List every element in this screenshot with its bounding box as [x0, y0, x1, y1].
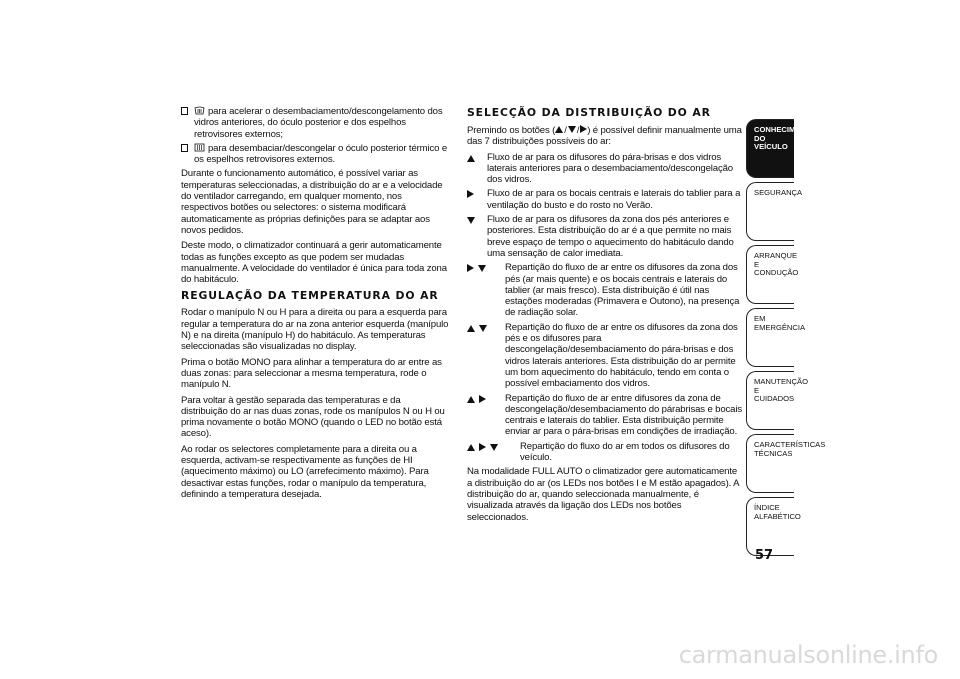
- tab-label: CONHECIMENTO DO VEÍCULO: [754, 125, 817, 152]
- arrow-right-icon: [467, 190, 474, 198]
- distribution-item: [467, 262, 742, 318]
- distribution-item: [467, 152, 742, 186]
- windscreen-defrost-icon: [194, 106, 205, 115]
- distribution-symbols: [467, 442, 502, 451]
- intro-text: Premindo os botões (: [467, 125, 556, 136]
- bullet-text: para acelerar o desembaciamento/descongelamento dos vidros anteriores, do óculo posterior e dos espelhos retrovisores externos;: [194, 106, 443, 140]
- distribution-text: Repartição do fluxo de ar entre os difusores da zona dos pés (ar mais quente) e os bocais centrais e laterais do tablier (ar mais fresco). Esta distribuição é útil nas estações moderadas (Primavera e Outono), na presença de radiação solar.: [505, 262, 740, 319]
- paragraph: Deste modo, o climatizador continuará a gerir automaticamente todas as funções excepto as que podem ser mudadas manualmente. A velocidade do ventilador é única para toda zona do habitáculo.: [181, 240, 447, 286]
- tab-label: EM EMERGÊNCIA: [754, 314, 806, 332]
- distribution-text: Repartição do fluxo do ar em todos os difusores do veículo.: [520, 440, 730, 464]
- distribution-text: Fluxo de ar para os difusores da zona dos pés anteriores e posteriores. Esta distribuição do ar é a que permite no mais breve espaço de tempo o aquecimento do habitáculo dando uma sensação de calor imediata.: [487, 214, 734, 259]
- bullet-box: [181, 144, 188, 152]
- arrow-right-icon: [479, 443, 486, 451]
- bullet-max-defrost: [181, 106, 449, 140]
- distribution-symbols: [467, 394, 490, 403]
- paragraph: Rodar o manípulo N ou H para a direita ou para a esquerda para regular a temperatura do ar na zona anterior esquerda (manípulo N) e na direita (manípulo H) do habitáculo. As temperaturas seleccionadas são visualizadas no display.: [181, 307, 449, 353]
- paragraph: Prima o botão MONO para alinhar a temperatura do ar entre as duas zonas: para seleccionar a mesma temperatura, rode o manípulo N.: [181, 356, 442, 391]
- arrow-down-icon: [478, 265, 486, 272]
- tab-label: ARRANQUE E CONDUÇÃO: [754, 251, 799, 278]
- intro-paragraph: Premindo os botões ( / / ) é possível definir manualmente uma das 7 distribuições possíveis do ar:: [467, 125, 742, 148]
- distribution-item: [467, 214, 742, 259]
- tab-caracteristicas-tecnicas[interactable]: [746, 434, 826, 493]
- page-number: 57: [755, 548, 774, 563]
- paragraph: Ao rodar os selectores completamente para a direita ou a esquerda, activam-se respectivamente as funções de HI (aquecimento máximo) ou LO (arrefecimento máximo). Para desactivar estas funções, rodar o manípulo da temperatura, definindo a temperatura desejada.: [181, 443, 429, 500]
- arrow-down-icon: [490, 444, 498, 451]
- tab-em-emergencia[interactable]: [746, 308, 806, 367]
- bullet-rear-defrost: [181, 143, 449, 166]
- distribution-text: Repartição do fluxo de ar entre difusores da zona de descongelação/desembaciamento do párabrisas e bocais centrais e laterais do tablier. Esta distribuição permite enviar ar para o pára-brisas em condições de irradiação.: [505, 392, 742, 438]
- distribution-text: Fluxo de ar para os bocais centrais e laterais do tablier para a ventilação do busto e do rosto no Verão.: [487, 188, 741, 211]
- tab-label: ÍNDICE ALFABÉTICO: [754, 503, 801, 521]
- distribution-item: [467, 188, 742, 211]
- tab-label: SEGURANÇA: [754, 188, 803, 197]
- arrow-down-icon: [568, 126, 576, 133]
- distribution-symbols: [467, 263, 490, 272]
- tab-label: MANUTENÇÃO E CUIDADOS: [754, 377, 809, 404]
- intro-text: ) é possível definir manualmente uma das 7 distribuições possíveis do ar:: [467, 125, 742, 148]
- tab-manutencao-e-cuidados[interactable]: [746, 371, 809, 430]
- arrow-up-icon: [467, 155, 475, 162]
- arrow-right-icon: [467, 264, 474, 272]
- arrow-up-icon: [467, 396, 475, 403]
- distribution-text: Repartição do fluxo de ar entre os difusores da zona dos pés e os difusores para descongelação/desembaciamento do pára-brisas e dos vidros laterais anteriores. Esta distribuição do ar permite um bom aquecimento do habitáculo, tendo em conta o possível embaciamento dos vidros.: [505, 321, 738, 390]
- distribution-item: [467, 393, 742, 438]
- paragraph: Durante o funcionamento automático, é possível variar as temperaturas seleccionadas, a distribuição do ar e a velocidade do ventilador carregando, em qualquer momento, nos respectivos botões ou selectores: o sistema modificará automaticamente as próprias definições para se adaptar aos novos pedidos.: [181, 168, 443, 236]
- distribution-item: [467, 441, 742, 464]
- bullet-box: [181, 107, 188, 115]
- distribution-symbols: [467, 323, 491, 332]
- arrow-right-icon: [479, 395, 486, 403]
- arrow-up-icon: [555, 126, 563, 133]
- bullet-text: para desembaciar/descongelar o óculo posterior térmico e os espelhos retrovisores externos.: [194, 142, 448, 166]
- paragraph: Para voltar à gestão separada das temperaturas e da distribuição do ar nas duas zonas, rode os manípulos N ou H ou prima novamente o botão MONO (quando o LED no botão está aceso).: [181, 394, 445, 440]
- distribution-symbols: [467, 153, 479, 162]
- paragraph: Na modalidade FULL AUTO o climatizador gere automaticamente a distribuição do ar (os LEDs nos botões I e M estão apagados). A distribuição do ar, quando seleccionada manualmente, é visualizada através da ligação dos LEDs nos botões seleccionados.: [467, 466, 739, 523]
- tab-conhecimento-do-veiculo[interactable]: [746, 119, 817, 178]
- chapter-tabs: [746, 119, 826, 560]
- watermark: carmanualsonline.info: [678, 641, 938, 669]
- arrow-up-icon: [467, 325, 475, 332]
- section-heading: SELECÇÃO DA DISTRIBUIÇÃO DO AR: [467, 106, 711, 119]
- tab-seguranca[interactable]: [746, 182, 803, 241]
- distribution-text: Fluxo de ar para os difusores do pára-brisas e dos vidros laterais anteriores para o desembaciamento/descongelação dos vidros.: [487, 151, 733, 186]
- left-column: [181, 106, 449, 504]
- right-column: [467, 106, 742, 527]
- arrow-down-icon: [479, 325, 487, 332]
- arrow-up-icon: [467, 444, 475, 451]
- section-heading: REGULAÇÃO DA TEMPERATURA DO AR: [181, 289, 439, 303]
- distribution-symbols: [467, 189, 478, 198]
- tab-arranque-e-conducao[interactable]: [746, 245, 799, 304]
- tab-label: CARACTERÍSTICAS TÉCNICAS: [754, 440, 826, 458]
- distribution-item: [467, 322, 742, 390]
- arrow-down-icon: [467, 217, 475, 224]
- rear-window-defrost-icon: [194, 143, 205, 152]
- distribution-symbols: [467, 215, 479, 224]
